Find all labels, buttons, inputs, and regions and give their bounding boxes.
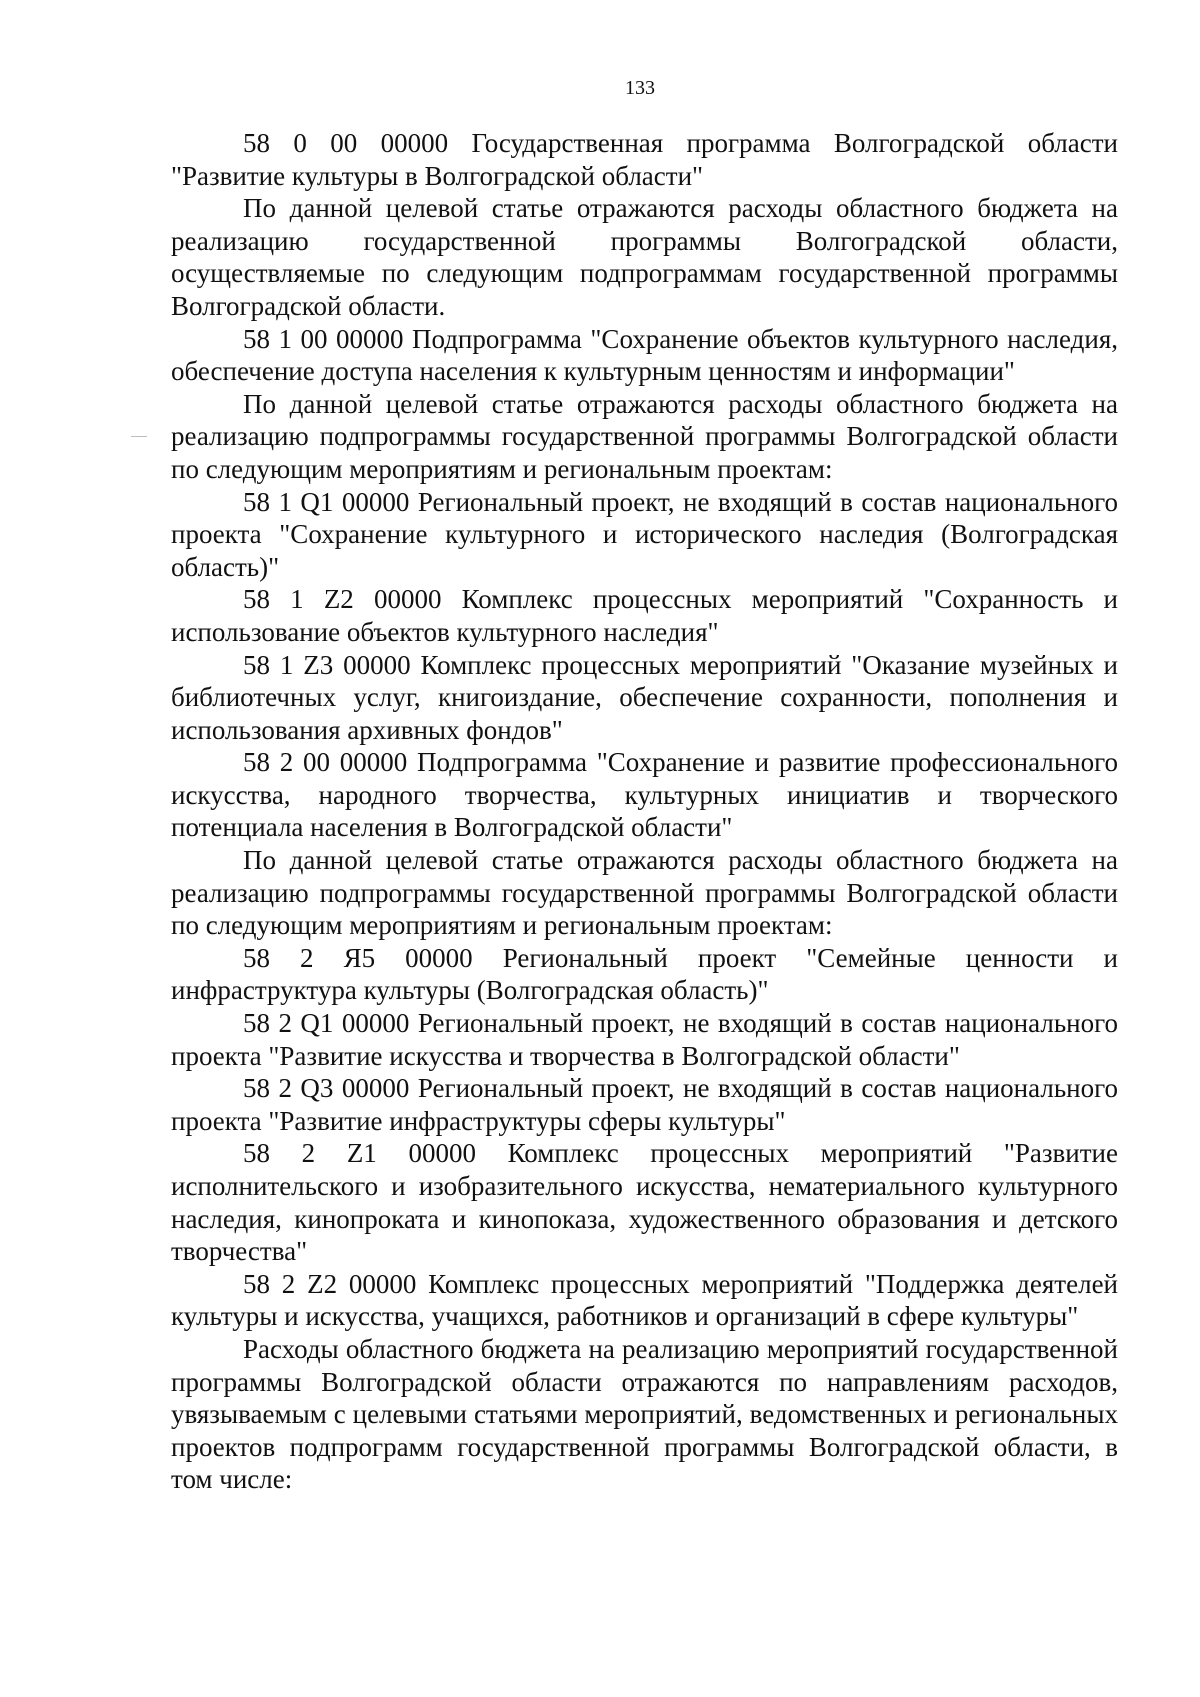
page-number: 133 [625, 77, 655, 99]
item-58-1-q1: 58 1 Q1 00000 Региональный проект, не входящий в состав национального проекта "Сохранение культурного и исторического наследия (Волгоградская область)" [171, 486, 1118, 582]
heading-state-program: 58 0 00 00000 Государственная программа Волгоградской области "Развитие культуры в Волгоградской области" [171, 128, 1118, 191]
paragraph-subprogram-2-expenses: По данной целевой статье отражаются расходы областного бюджета на реализацию подпрограммы государственной программы Волгоградской области по следующим мероприятиям и региональным проектам: [171, 845, 1118, 941]
item-58-2-q1: 58 2 Q1 00000 Региональный проект, не входящий в состав национального проекта "Развитие искусства и творчества в Волгоградской области" [171, 1008, 1118, 1071]
item-58-2-q3: 58 2 Q3 00000 Региональный проект, не входящий в состав национального проекта "Развитие инфраструктуры сферы культуры" [171, 1073, 1118, 1136]
heading-subprogram-1: 58 1 00 00000 Подпрограмма "Сохранение объектов культурного наследия, обеспечение доступа населения к культурным ценностям и информации" [171, 323, 1118, 387]
item-58-1-z2: 58 1 Z2 00000 Комплекс процессных мероприятий "Сохранность и использование объектов культурного наследия" [171, 584, 1118, 647]
paragraph-subprogram-1-expenses: По данной целевой статье отражаются расходы областного бюджета на реализацию подпрограммы государственной программы Волгоградской области по следующим мероприятиям и региональным проектам: [171, 388, 1118, 484]
item-58-2-z2: 58 2 Z2 00000 Комплекс процессных мероприятий "Поддержка деятелей культуры и искусства, учащихся, работников и организаций в сфере культуры" [171, 1268, 1118, 1332]
paragraph-program-expenses: По данной целевой статье отражаются расходы областного бюджета на реализацию государственной программы Волгоградской области, осуществляемые по следующим подпрограммам государственной программы Волгоградской области. [171, 193, 1118, 321]
item-58-1-z3: 58 1 Z3 00000 Комплекс процессных мероприятий "Оказание музейных и библиотечных услуг, книгоиздание, обеспечение сохранности, пополнения и использования архивных фондов" [171, 649, 1118, 745]
margin-mark [131, 436, 147, 437]
paragraph-expense-directions: Расходы областного бюджета на реализацию мероприятий государственной программы Волгоградской области отражаются по направлениям расходов, увязываемым с целевыми статьями мероприятий, ведомственных и региональных проектов подпрограмм государственной программы Волгоградской области, в том числе: [171, 1333, 1118, 1495]
item-58-2-z1: 58 2 Z1 00000 Комплекс процессных мероприятий "Развитие исполнительского и изобразительного искусства, нематериального культурного наследия, кинопроката и кинопоказа, художественного образования и детского творчества" [171, 1138, 1118, 1267]
item-58-2-ya5: 58 2 Я5 00000 Региональный проект "Семейные ценности и инфраструктура культуры (Волгоградская область)" [171, 942, 1118, 1006]
document-body [171, 127, 1118, 1496]
heading-subprogram-2: 58 2 00 00000 Подпрограмма "Сохранение и развитие профессионального искусства, народного творчества, культурных инициатив и творческого потенциала населения в Волгоградской области" [171, 747, 1118, 843]
